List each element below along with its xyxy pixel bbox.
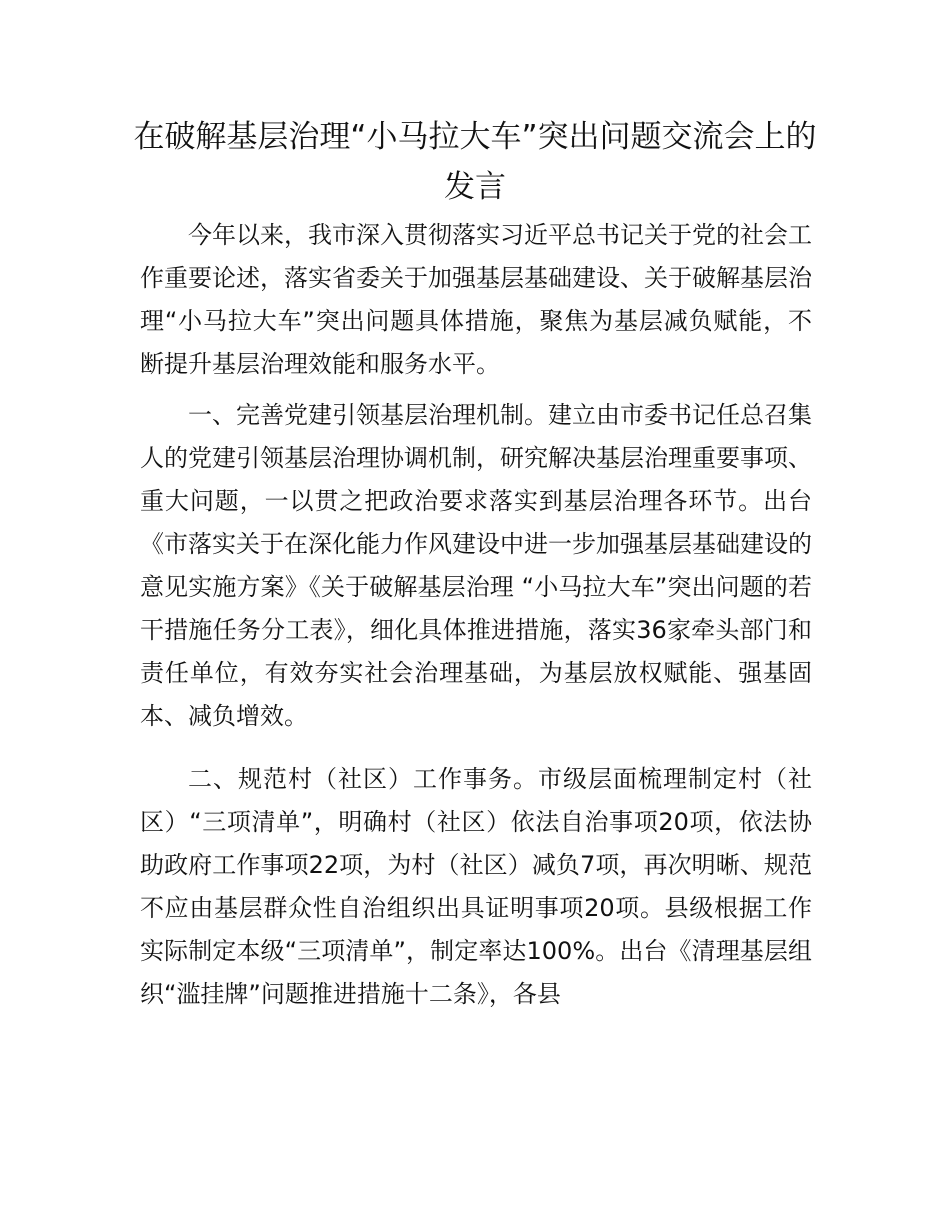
paragraph-section-one: 一、完善党建引领基层治理机制。建立由市委书记任总召集人的党建引领基层治理协调机制，研究解决基层治理重要事项、重大问题，一以贯之把政治要求落实到基层治理各环节。出台《市落实关于在深化能力作风建设中进一步加强基层基础建设的意见实施方案》《关于破解基层治理 “小马拉大车”突出问题的若干措施任务分工表》，细化具体推进措施，落实36家牵头部门和责任单位，有效夯实社会治理基础，为基层放权赋能、强基固本、减负增效。 [140,401,812,730]
paragraph-intro: 今年以来，我市深入贯彻落实习近平总书记关于党的社会工作重要论述，落实省委关于加强基层基础建设、关于破解基层治理“小马拉大车”突出问题具体措施，聚焦为基层减负赋能，不断提升基层治理效能和服务水平。 [140,221,812,378]
paragraph-section-two: 二、规范村（社区）工作事务。市级层面梳理制定村（社区）“三项清单”，明确村（社区）依法自治事项20项，依法协助政府工作事项22项，为村（社区）减负7项，再次明晰、规范不应由基层群众性自治组织出具证明事项20项。县级根据工作实际制定本级“三项清单”，制定率达100%。出台《清理基层组织“滥挂牌”问题推进措施十二条》，各县 [140,765,812,1008]
document-title: 在破解基层治理“小马拉大车”突出问题交流会上的发言 [133,119,817,205]
